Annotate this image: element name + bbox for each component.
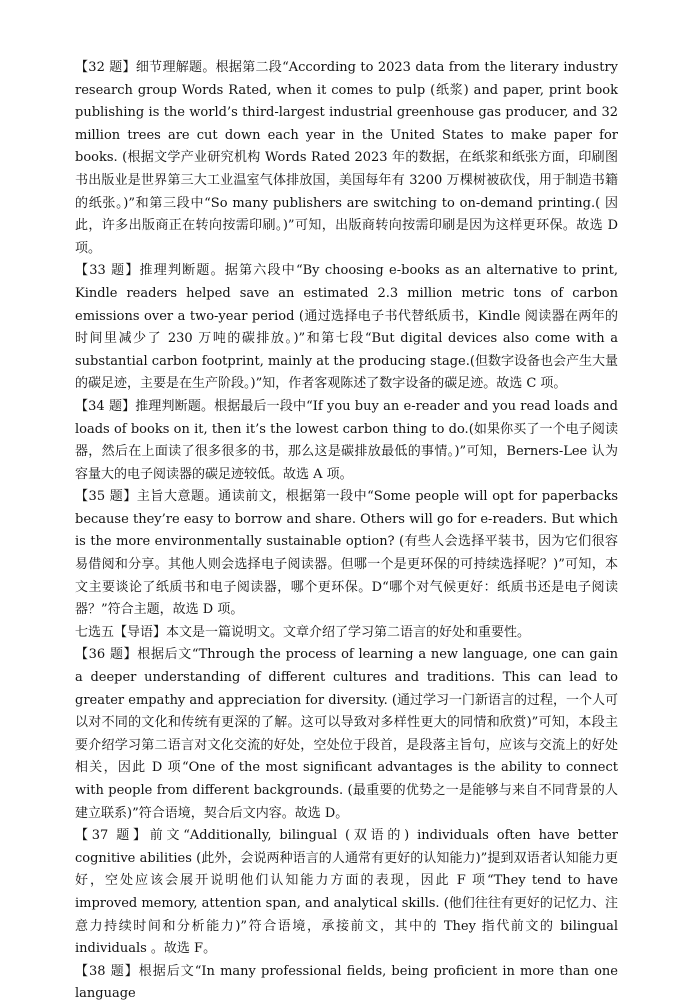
answer-paragraph-33: 【33 题】推理判断题。据第六段中“By choosing e-books as an alternative to print, Kindle readers helped save an estimated 2.3 million metric tons of carbon emissions over a two-year period (通过选择电子书代替纸质书，Kindle 阅读器在两年的时间里减少了 230 万吨的碳排放。)”和第七段“But digital devices also come with a substantial carbon footprint, mainly at the producing stage.(但数字设备也会产生大量的碳足迹，主要是在生产阶段。)”知，作者客观陈述了数字设备的碳足迹。故选 C 项。 bbox=[75, 263, 618, 392]
answer-paragraph-38: 【38 题】根据后文“In many professional fields, being proficient in more than one language bbox=[75, 963, 618, 1002]
answer-paragraph-37: 【37 题】前文“Additionally, bilingual (双语的) individuals often have better cognitive abilities (此外，会说两种语言的人通常有更好的认知能力)”提到双语者认知能力更好，空处应该会展开说明他们认知能力方面的表现，因此 F 项“They tend to have improved memory, attention span, and analytical skills. (他们往往有更好的记忆力、注意力持续时间和分析能力)”符合语境，承接前文，其中的 They 指代前文的 bilingual individuals 。故选 F。 bbox=[75, 828, 618, 957]
answer-paragraph-34: 【34 题】推理判断题。根据最后一段中“If you buy an e-reader and you read loads and loads of books on it, then it’s the lowest carbon thing to do.(如果你买了一个电子阅读器，然后在上面读了很多很多的书，那么这是碳排放最低的事情。)”可知，Berners-Lee 认为容量大的电子阅读器的碳足迹较低。故选 A 项。 bbox=[75, 398, 618, 482]
document-page bbox=[75, 57, 618, 1006]
answer-paragraph-32: 【32 题】细节理解题。根据第二段“According to 2023 data from the literary industry research group Words Rated, when it comes to pulp (纸浆) and paper, print book publishing is the world’s third-largest industrial greenhouse gas producer, and 32 million trees are cut down each year in the United States to make paper for books. (根据文学产业研究机构 Words Rated 2023 年的数据，在纸浆和纸张方面，印刷图书出版业是世界第三大工业温室气体排放国，美国每年有 3200 万棵树被砍伐，用于制造书籍的纸张。)”和第三段中“So many publishers are switching to on-demand printing.( 因此，许多出版商正在转向按需印刷。)”可知，出版商转向按需印刷是因为这样更环保。故选 D 项。 bbox=[75, 60, 618, 256]
answer-paragraph-35: 【35 题】主旨大意题。通读前文，根据第一段中“Some people will opt for paperbacks because they’re easy to borrow and share. Others will go for e-readers. But which is the more environmentally sustainable option? (有些人会选择平装书，因为它们很容易借阅和分享。其他人则会选择电子阅读器。但哪一个是更环保的可持续选择呢？)”可知，本文主要谈论了纸质书和电子阅读器，哪个更环保。D“哪个对气候更好：纸质书还是电子阅读器？”符合主题，故选 D 项。 bbox=[75, 489, 618, 618]
answer-paragraph-36: 【36 题】根据后文“Through the process of learning a new language, one can gain a deeper understanding of different cultures and traditions. This can lead to greater empathy and appreciation for diversity. (通过学习一门新语言的过程，一个人可以对不同的文化和传统有更深的了解。这可以导致对多样性更大的同情和欣赏)”可知，本段主要介绍学习第二语言对文化交流的好处，空处位于段首，是段落主旨句，应该与交流上的好处相关，因此 D 项“One of the most significant advantages is the ability to connect with people from different backgrounds. (最重要的优势之一是能够与来自不同背景的人建立联系)”符合语境，契合后文内容。故选 D。 bbox=[75, 647, 618, 821]
section-intro-seven-choose-five: 七选五【导语】本文是一篇说明文。文章介绍了学习第二语言的好处和重要性。 bbox=[75, 624, 531, 640]
